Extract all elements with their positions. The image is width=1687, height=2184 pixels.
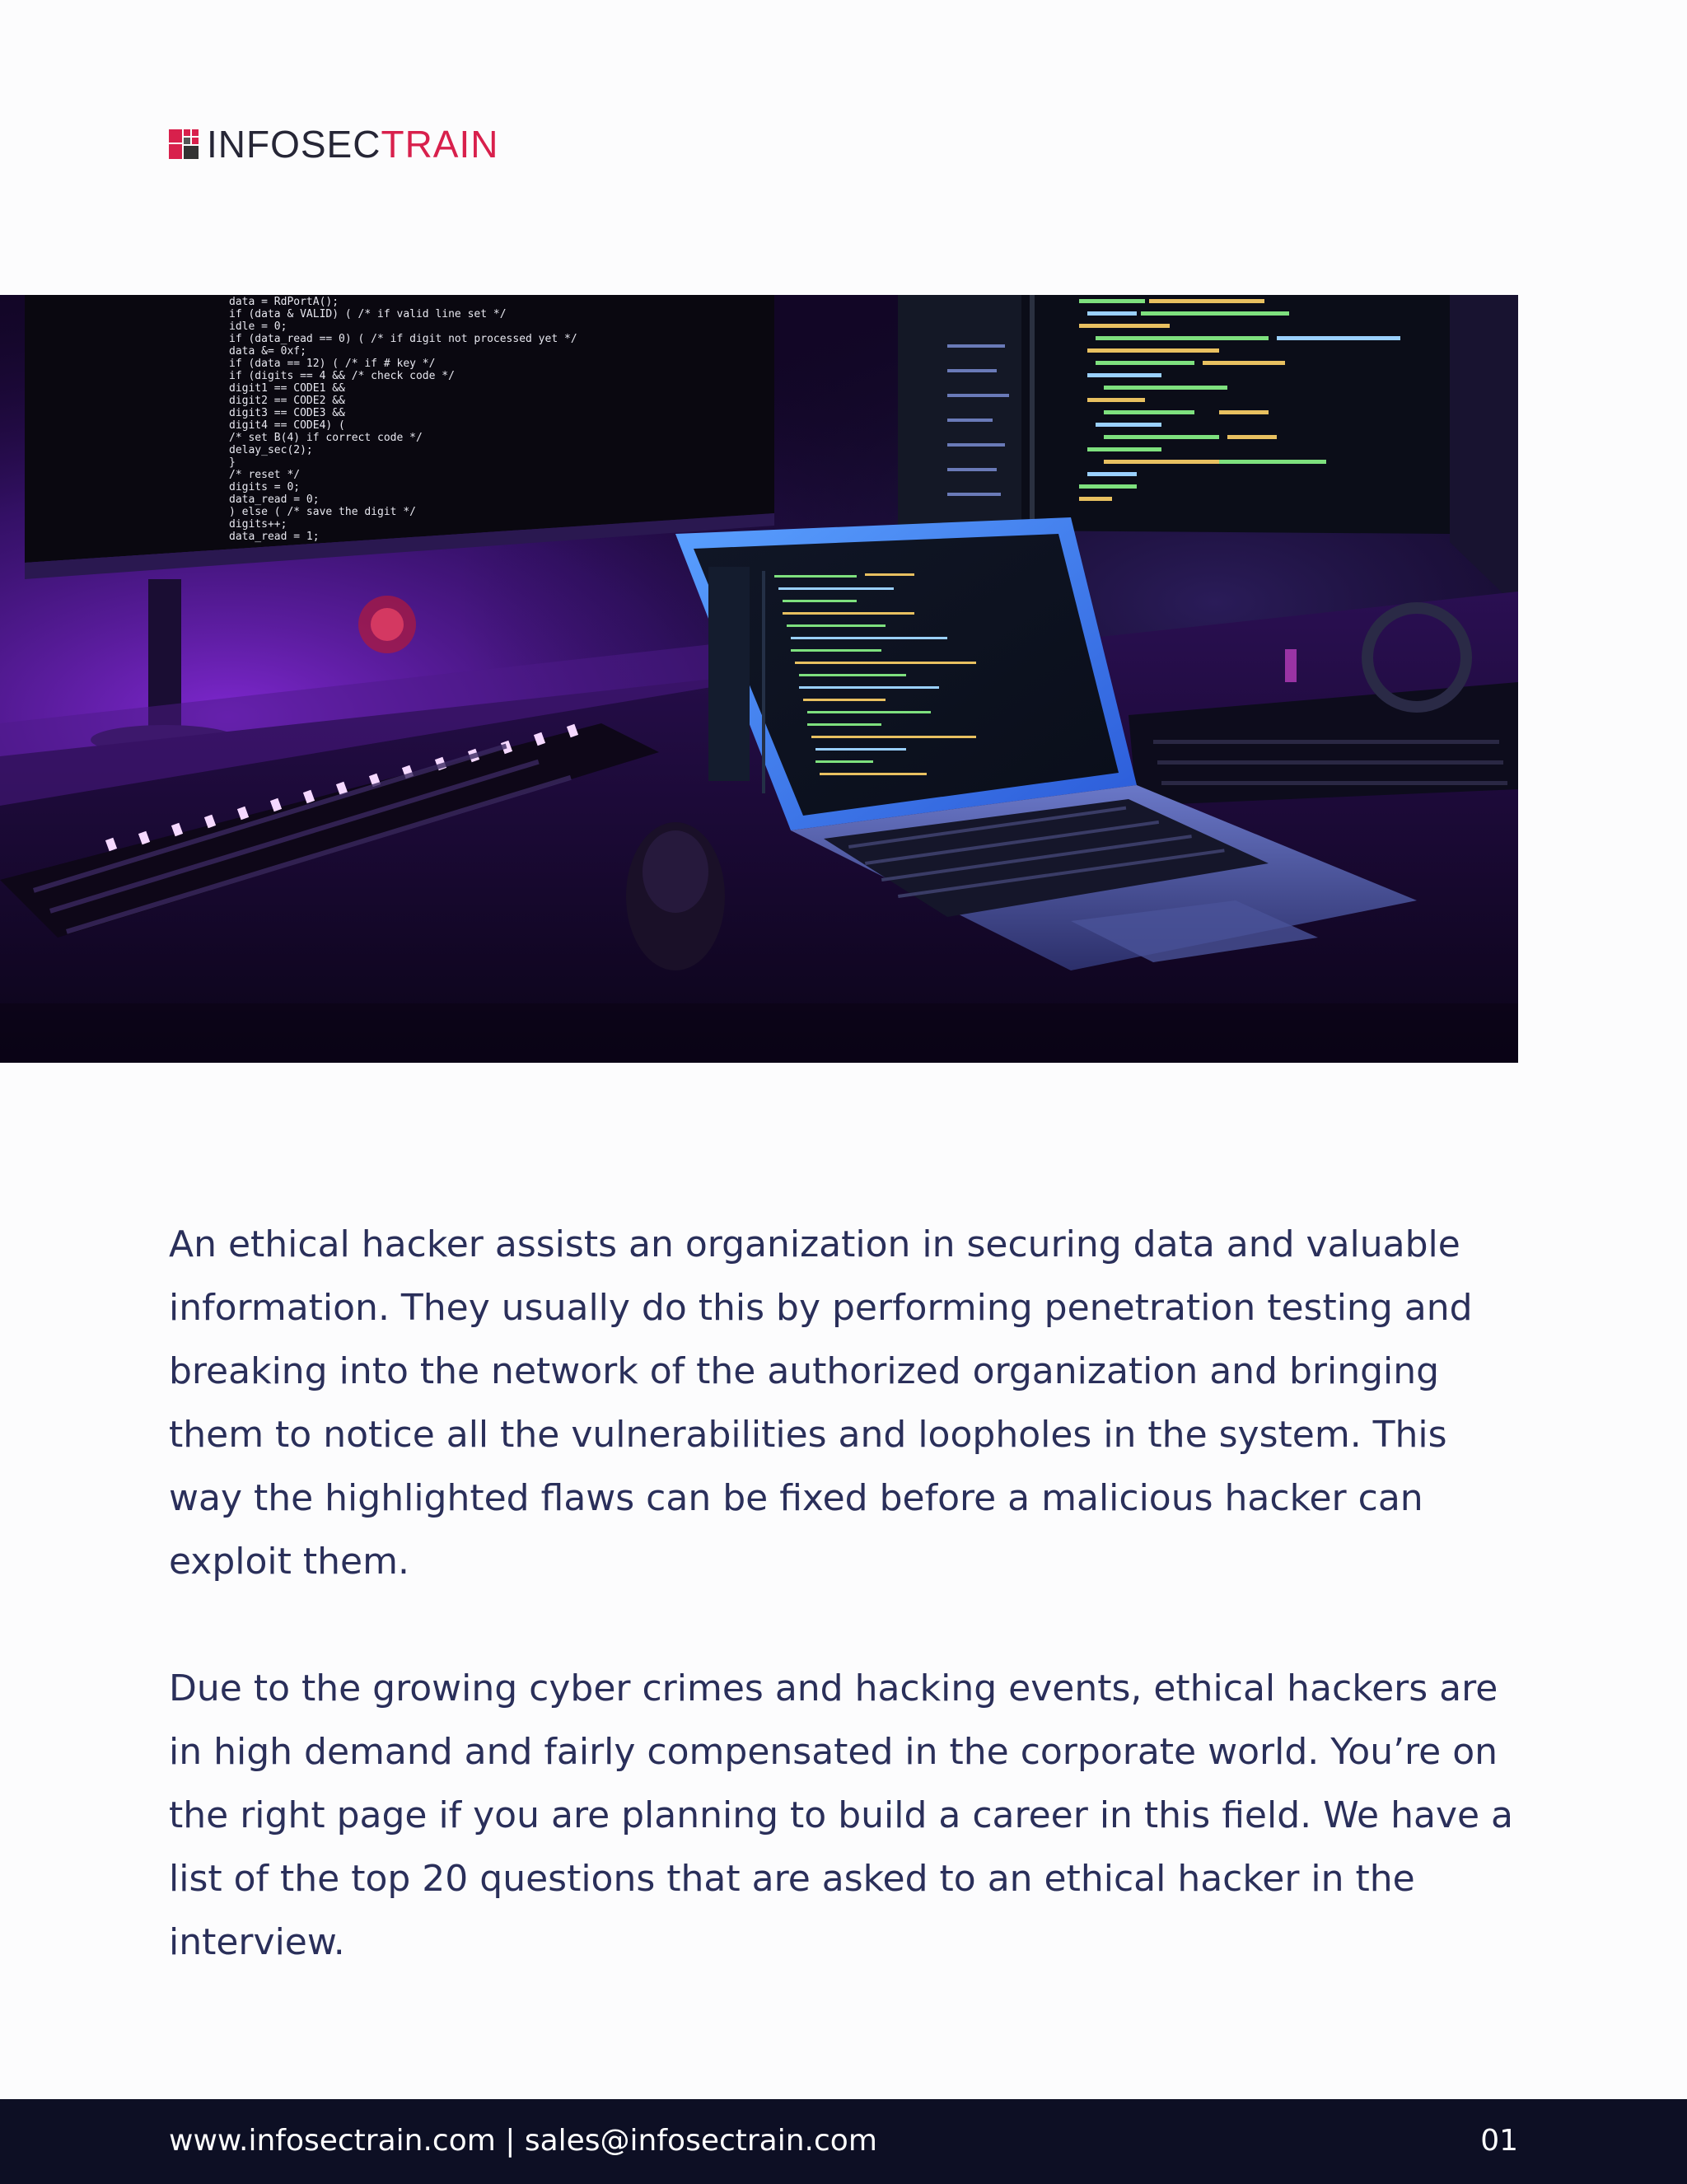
code-line: } xyxy=(229,456,236,469)
code-line: if (data_read == 0) ( /* if digit not processed yet */ xyxy=(229,333,577,345)
hero-image xyxy=(0,295,1518,1063)
career-paragraph: Due to the growing cyber crimes and hacking events, ethical hackers are in high demand and fairly compensated in the corporate world. You’re on the right page if you are planning to build a career in this field. We have a list of the top 20 questions that are asked to an ethical hacker in the interview. xyxy=(169,1667,1513,1963)
body-content xyxy=(169,1213,1520,1974)
footer-contact[interactable]: www.infosectrain.com | sales@infosectrain.com xyxy=(169,2124,877,2158)
logo-text-dark: INFOSEC xyxy=(207,123,381,166)
code-line: data &= 0xf; xyxy=(229,345,306,358)
code-line: /* set B(4) if correct code */ xyxy=(229,432,423,444)
footer-bar xyxy=(0,2099,1687,2184)
infosectrain-logo xyxy=(169,124,498,165)
code-line: delay_sec(2); xyxy=(229,444,313,456)
code-line: digits++; xyxy=(229,518,287,531)
code-line: data_read = 0; xyxy=(229,493,320,506)
page-number: 01 xyxy=(1480,2124,1518,2158)
intro-paragraph: An ethical hacker assists an organization in securing data and valuable information. They usually do this by performing penetration testing and breaking into the network of the authorized organization and bringing them to notice all the vulnerabilities and loopholes in the system. This way the highlighted flaws can be fixed before a malicious hacker can exploit them. xyxy=(169,1223,1473,1583)
code-line: if (digits == 4 && /* check code */ xyxy=(229,370,455,382)
code-line: digit3 == CODE3 && xyxy=(229,407,345,419)
code-line: digit1 == CODE1 && xyxy=(229,382,345,395)
code-line: ) else ( /* save the digit */ xyxy=(229,506,416,518)
code-line: digits = 0; xyxy=(229,481,301,493)
logo-mark-icon xyxy=(169,129,199,159)
code-line: data = RdPortA(); xyxy=(229,296,339,308)
code-line: data_read = 1; xyxy=(229,531,320,543)
code-line: /* reset */ xyxy=(229,469,301,481)
code-line: if (data & VALID) ( /* if valid line set */ xyxy=(229,308,507,320)
code-line: if (data == 12) ( /* if # key */ xyxy=(229,358,436,370)
laptop-coding-photo-icon xyxy=(0,295,1518,1063)
code-line: digit4 == CODE4) ( xyxy=(229,419,345,432)
logo-text-accent: TRAIN xyxy=(381,123,499,166)
code-line: digit2 == CODE2 && xyxy=(229,395,345,407)
code-line: idle = 0; xyxy=(229,320,287,333)
logo-text xyxy=(207,123,499,166)
